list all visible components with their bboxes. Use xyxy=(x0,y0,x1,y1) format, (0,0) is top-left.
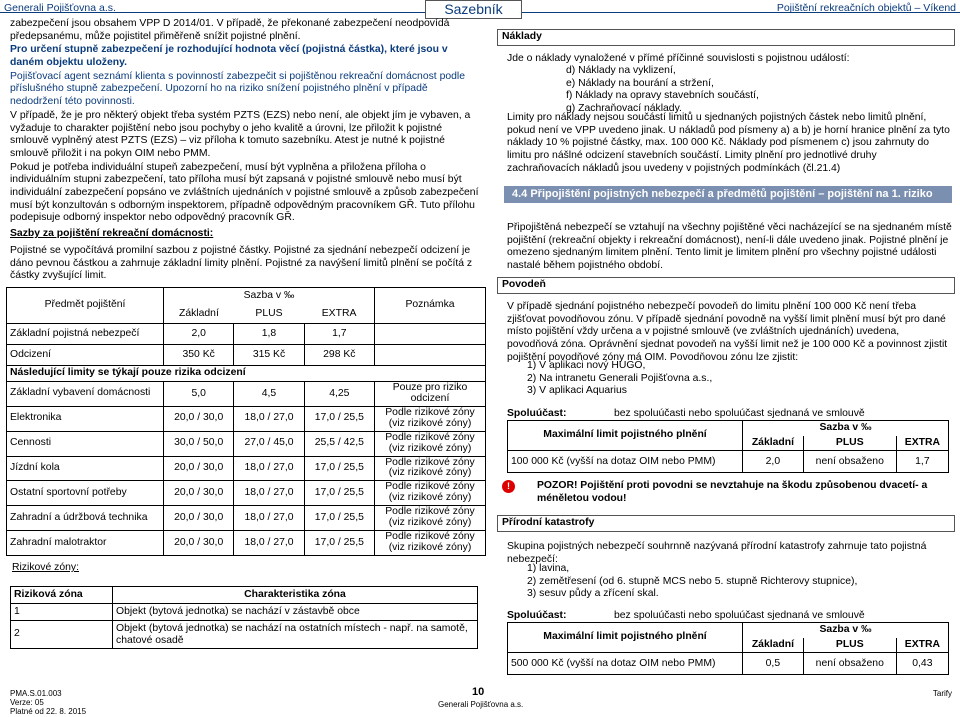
rates-text: Pojistné se vypočítává promilní sazbou z pojistné částky. Pojistné za sjednání nebezpečí odcizení je dáno pevnou částkou a zahrnuje základní limity plnění. Pojistné za navýšení limitů plnění se počítá z částky zvyšující limit. xyxy=(10,245,473,282)
zones-heading: Rizikové zóny: xyxy=(12,562,79,573)
list-item: d) Náklady na vyklizení, xyxy=(566,65,676,76)
flood-table xyxy=(507,420,949,473)
list-item: 2) zemětřesení (od 6. stupně MCS nebo 5. stupně Richterovy stupnice), xyxy=(527,575,858,587)
list-item: g) Zachraňovací náklady. xyxy=(566,103,682,115)
col-subject: Předmět pojištění xyxy=(7,288,164,324)
col-basic: Základní xyxy=(743,638,804,653)
list-item: 3) V aplikaci Aquarius xyxy=(527,385,627,397)
costs-intro: Jde o náklady vynaložené v přímé příčinné souvislosti s pojistnou událostí: xyxy=(507,53,850,64)
col-extra: EXTRA xyxy=(304,306,374,324)
warning-text: POZOR! Pojištění proti povodni se nevztahuje na škodu způsobenou dvacetí- a méněletou vodou! xyxy=(537,480,928,504)
list-item: f) Náklady na opravy stavebních součástí, xyxy=(566,90,759,102)
col-limit: Maximální limit pojistného plnění xyxy=(508,623,743,653)
col-rate: Sazba v ‰ xyxy=(743,623,949,638)
zones-table xyxy=(10,586,478,649)
list-item: e) Náklady na bourání a stržení, xyxy=(566,77,714,89)
section-text: Připojištěná nebezpečí se vztahují na všechny pojištěné věci nacházející se na sjednaném místě pojištění (rekreační objekty i rekreační domácnost), není-li dále uvedeno jinak. Pojistné plnění je omezeno sjednaným limitem plnění. Tento limit je limitem plnění pro všechny pojistné události nastalé během pojistného období. xyxy=(507,222,952,272)
table-row: Cennosti 30,0 / 50,0 27,0 / 45,0 25,5 / 42,5 Podle rizikové zóny (viz rizikové zóny) xyxy=(7,431,486,456)
col-basic: Základní xyxy=(743,436,804,451)
col-limit: Maximální limit pojistného plnění xyxy=(508,421,743,451)
table-row: Ostatní sportovní potřeby 20,0 / 30,0 18,0 / 27,0 17,0 / 25,5 Podle rizikové zóny (viz rizikové zóny) xyxy=(7,481,486,506)
col-extra: EXTRA xyxy=(896,436,948,451)
costs-list xyxy=(566,65,759,116)
paragraph-security: zabezpečení jsou obsahem VPP D 2014/01. V případě, že překonané zabezpečení neodpovídá předepsanému, může pojistitel přiměřeně snížit pojistné plnění. xyxy=(10,18,450,42)
table-row: 500 000 Kč (vyšší na dotaz OIM nebo PMM) 0,5 není obsaženo 0,43 xyxy=(508,653,949,675)
footer-version: Verze: 05 xyxy=(10,698,44,708)
natural-disasters-box: Přírodní katastrofy xyxy=(497,515,955,532)
footer-company: Generali Pojišťovna a.s. xyxy=(438,700,524,709)
table-row: Zahradní malotraktor 20,0 / 30,0 18,0 / 27,0 17,0 / 25,5 Podle rizikové zóny (viz rizikové zóny) xyxy=(7,531,486,556)
natural-disasters-list xyxy=(527,563,857,601)
footer-valid: Platné od 22. 8. 2015 xyxy=(10,707,87,717)
col-rate: Sazba v ‰ xyxy=(743,421,949,436)
deductible-label: Spoluúčast: xyxy=(507,408,567,419)
flood-text: V případě sjednání pojistného nebezpečí povodeň do limitu plnění 100 000 Kč není třeba zjišťovat povodňovou zónu. V případě sjednání povodně na vyšší limit plnění musí být pro dané místo pojištění vždy určena a v pojistné smlouvě (ve zvláštních ujednáních) uvedena, povodňová zóna. Oprávnění sjednat povodeň na vyšší limit než je 100 000 Kč a povinnost zjistit pojištění povodňové zóny má OIM. Povodňovou zónu lze zjistit: xyxy=(507,301,948,363)
flood-list xyxy=(527,360,712,398)
paragraph-pzts: V případě, že je pro některý objekt třeba systém PZTS (EZS) nebo není, ale objekt jím je vybaven, a vyžaduje to charakter pojištění nebo jsou pochyby o jeho kvalitě a úrovni, lze přiložit k pojistné smlouvě vyplněný atest PZTS (EZS) – viz příloha k tomuto sazebníku. Atest je nutné k pojistné smlouvě přiložit i na pokyn OIM nebo PMM. xyxy=(10,109,471,159)
deductible-value: bez spoluúčasti nebo spoluúčast sjednaná ve smlouvě xyxy=(614,408,865,419)
left-column xyxy=(10,18,480,226)
header-title: Sazebník xyxy=(425,0,522,19)
paragraph-individual: Pokud je potřeba individuální stupeň zabezpečení, musí být vyplněna a přiložena příloha o individuálním stupni zabezpečení, tato příloha musí být zapsaná v pojistné smlouvě nebo musí být individuální zabezpečení popsáno ve zvláštních ujednáních v pojistné smlouvě a způsob zabezpečení musí být konzultován s odborným inspektorem, případně odpovědným pracovníkem GŘ. Tuto přílohu podepisuje odborný inspektor nebo odpovědný pracovník GŘ. xyxy=(10,161,479,224)
deductible-value: bez spoluúčasti nebo spoluúčast sjednaná ve smlouvě xyxy=(614,610,865,621)
table-row: Odcizení 350 Kč 315 Kč 298 Kč xyxy=(7,345,486,366)
table-row: 100 000 Kč (vyšší na dotaz OIM nebo PMM) 2,0 není obsaženo 1,7 xyxy=(508,451,949,473)
natural-disasters-table xyxy=(507,622,949,675)
col-plus: PLUS xyxy=(803,638,896,653)
footer-meta xyxy=(10,689,86,717)
col-zone: Riziková zóna xyxy=(11,587,113,604)
list-item: 2) Na intranetu Generali Pojišťovna a.s., xyxy=(527,372,713,384)
header-company: Generali Pojišťovna a.s. xyxy=(4,2,116,14)
table-subheader: Následující limity se týkají pouze rizika odcizení xyxy=(7,366,486,382)
natural-disasters-text: Skupina pojistných nebezpečí souhrnně nazývaná přírodní katastrofy zahrnuje tato pojistná nebezpečí: xyxy=(507,541,927,565)
table-row: 2 Objekt (bytová jednotka) se nachází na ostatních místech - např. na samotě, chatové osadě xyxy=(11,621,478,649)
list-item: 1) lavina, xyxy=(527,563,570,574)
table-row: Základní vybavení domácnosti 5,0 4,5 4,25 Pouze pro riziko odcizení xyxy=(7,382,486,407)
header-product: Pojištění rekreačních objektů – Víkend xyxy=(776,2,956,14)
table-row: Zahradní a údržbová technika 20,0 / 30,0 18,0 / 27,0 17,0 / 25,5 Podle rizikové zóny (viz rizikové zóny) xyxy=(7,506,486,531)
col-extra: EXTRA xyxy=(896,638,948,653)
list-item: 3) sesuv půdy a zřícení skal. xyxy=(527,588,659,600)
rates-table xyxy=(6,287,486,556)
table-row: 1 Objekt (bytová jednotka) se nachází v zástavbě obce xyxy=(11,604,478,621)
table-row: Základní pojistná nebezpečí 2,0 1,8 1,7 xyxy=(7,324,486,345)
warning-icon: ! xyxy=(502,480,515,493)
col-plus: PLUS xyxy=(234,306,304,324)
deductible-label: Spoluúčast: xyxy=(507,610,567,621)
section-title: 4.4 Připojištění pojistných nebezpečí a předmětů pojištění – pojištění na 1. riziko xyxy=(504,186,952,203)
col-basic: Základní xyxy=(164,306,234,324)
rates-heading: Sazby za pojištění rekreační domácnosti: xyxy=(10,228,214,239)
footer-code: PMA.S.01.003 xyxy=(10,689,62,698)
page-number: 10 xyxy=(472,686,485,698)
table-row: Elektronika 20,0 / 30,0 18,0 / 27,0 17,0 / 25,5 Podle rizikové zóny (viz rizikové zóny) xyxy=(7,406,486,431)
list-item: 1) V aplikaci nový HUGO, xyxy=(527,360,646,371)
col-zone-desc: Charakteristika zóna xyxy=(113,587,478,604)
paragraph-security-value: Pro určení stupně zabezpečení je rozhodující hodnota věcí (pojistná částka), které jsou v daném objektu uloženy. xyxy=(10,44,448,69)
costs-text: Limity pro náklady nejsou součástí limitů u sjednaných pojistných částek nebo limitů plnění, pokud není ve VPP uvedeno jinak. U nákladů pod písmeny a) a b) je horní hranice plnění za tyto náklady 10 % pojistné částky, max. 100 000 Kč. Náklady pod písmenem c) jsou zahrnuty do limitu pro nášlné odcizení stavebních součástí. Limity plnění pro jednotlivé druhy zachraňovacích nákladů jsou uvedeny v pojistných podmínkách (čl.21.4) xyxy=(507,112,950,174)
col-plus: PLUS xyxy=(803,436,896,451)
flood-box: Povodeň xyxy=(497,277,955,294)
footer-right: Tarify xyxy=(932,689,952,698)
paragraph-agent: Pojišťovací agent seznámí klienta s povinností zabezpečit si pojištěnou rekreační domácnost podle příslušného stupně zabezpečení. Upozorní ho na riziko snížení pojistného plnění v případě nedodržení této povinnosti. xyxy=(10,70,465,108)
col-rate: Sazba v ‰ xyxy=(164,288,375,306)
costs-box: Náklady xyxy=(497,29,955,46)
table-row: Jízdní kola 20,0 / 30,0 18,0 / 27,0 17,0 / 25,5 Podle rizikové zóny (viz rizikové zóny) xyxy=(7,456,486,481)
col-note: Poznámka xyxy=(375,288,486,324)
